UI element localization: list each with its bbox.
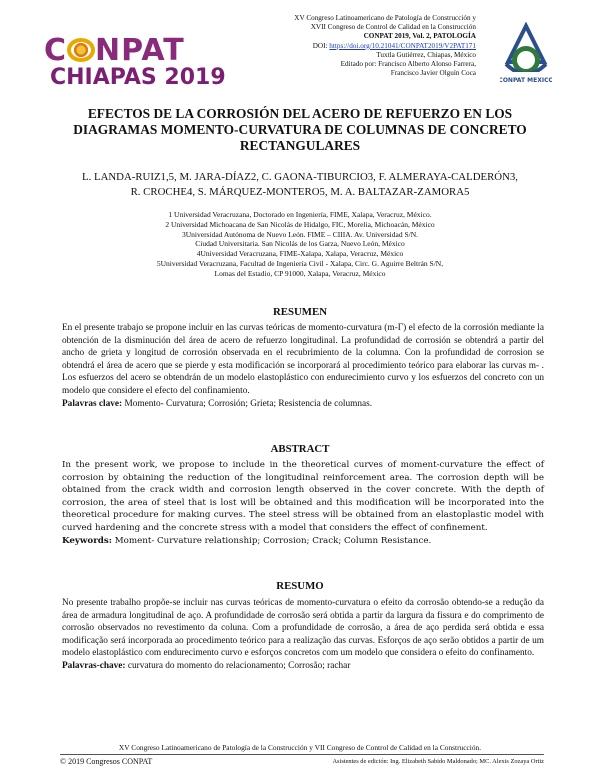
footer-congress: XV Congreso Latinoamericano de Patología de la Construcción y VII Congreso de Control de Calidad en la Construcción. <box>118 743 482 752</box>
abstract-body: In the present work, we propose to include in the theoretical curves of moment-curvature the effect of corrosion by obtaining the reduction of the longitudinal reinforcement area. The corrosion depth will be obtained from the crack width and corrosion length observed in the cover concrete. With the depth of corrosion, the area of steel that is lost will be obtained and this modification will be incorporated into the theoretical procedure for making curves. The steel stress will be obtained from an elastoplastic model with curved hardening and the concrete stress with a model that considers the effect of confinement. <box>62 460 544 533</box>
resumen-body: En el presente trabajo se propone incluir en las curvas teóricas de momento-curvatura (m-Γ) el efecto de la corrosión mediante la obtención de la disminución del área de acero de refuerzo longitudinal. La profundidad de corrosión se obtendrá a partir del ancho de grieta y longitud de corrosión observada en el recubrimiento de la columna. Con la profundidad de corrosion se obtendrá el área de acero que se pierde y esta modificación se incorporará al procedimiento teórico para elaborar las curvas m- . Los esfuerzos del acero se obtendrán de un modelo elastoplástico con endurecimiento curvo y los esfuerzos del concreto con un modelo que considere el efecto del confinamiento. <box>62 323 544 396</box>
sun-icon <box>67 38 95 62</box>
header-line-1: XV Congreso Latinoamericano de Patología de Construcción y <box>294 14 476 22</box>
citation-block <box>216 14 476 78</box>
resumen-keywords-text: Momento- Curvatura; Corrosión; Grieta; Resistencia de columnas. <box>122 398 373 409</box>
paper-title: EFECTOS DE LA CORROSIÓN DEL ACERO DE REFUERZO EN LOS DIAGRAMAS MOMENTO-CURVATURA DE COLUMNAS DE CONCRETO RECTANGULARES <box>73 106 527 154</box>
affiliation-1: 1 Universidad Veracruzana, Doctorado en Ingeniería, FIME, Xalapa, Veracruz, México. <box>168 210 432 219</box>
conpat-chiapas-logo <box>44 33 226 94</box>
resumen-heading: RESUMEN <box>273 306 327 318</box>
resumen-keywords <box>62 398 544 411</box>
resumo-heading: RESUMO <box>276 580 324 592</box>
logo-mexico-text: CONPAT MEXICO <box>500 77 552 84</box>
abstract-keywords-label: Keywords: <box>62 535 112 546</box>
doi-label: DOI: <box>312 41 328 50</box>
resumo-body: No presente trabalho propõe-se incluir nas curvas teóricas de momento-curvatura o efeito da corrosão obtendo-se a redução da área de armadura longitudinal de aço. A profundidade de corrosão será obtida a partir da largura da fissura e do comprimento de corrosão observados no revestimento da coluna. Com a profundidade de corrosão, a área de aço perdida será obtida e essa modificação será incorporada ao procedimento teórico para a realização das curvas. Esforços de aço serão obtidos a partir de um modelo elastoplástico com endurecimento curvo e esforços concretos com um modelo que considera o efeito do confinamento. <box>62 598 544 659</box>
resumen-section <box>62 322 544 410</box>
header-editors-1: Editado por: Francisco Alberto Alonso Farrera, <box>340 60 476 69</box>
affiliation-3b: Ciudad Universitaria. San Nicolás de los Garza, Nuevo León, México <box>195 239 405 249</box>
footer-divider <box>60 754 544 755</box>
doi-line <box>216 42 476 51</box>
affiliation-5b: Lomas del Estadio, CP 91000, Xalapa, Veracruz, México <box>214 268 386 278</box>
abstract-keywords-text: Moment- Curvature relationship; Corrosion; Crack; Column Resistance. <box>111 535 432 546</box>
abstract-heading: ABSTRACT <box>270 443 330 455</box>
footer-copyright: © 2019 Congresos CONPAT <box>60 757 153 766</box>
doi-link[interactable]: https://doi.org/10.21041/CONPAT2019/V2PAT171 <box>329 41 476 50</box>
affiliation-3: 3Universidad Autónoma de Nuevo León. FIME – CIIIA. Av. Universidad S/N. <box>181 229 418 239</box>
conpat-mexico-emblem-icon <box>500 22 552 92</box>
conpat-mexico-logo <box>500 22 552 92</box>
authors-line-2: R. CROCHE4, S. MÁRQUEZ-MONTERO5, M. A. BALTAZAR-ZAMORA5 <box>130 185 470 198</box>
resumo-keywords-label: Palavras-chave: <box>62 660 126 671</box>
affiliation-4: 4Universidad Veracruzana, FIME-Xalapa, Xalapa, Veracruz, México <box>196 249 404 259</box>
authors-line-1: L. LANDA-RUIZ1,5, M. JARA-DÍAZ2, C. GAONA-TIBURCIO3, F. ALMERAYA-CALDERÓN3, <box>81 171 518 183</box>
resumo-section <box>62 597 544 673</box>
authors <box>60 170 540 199</box>
header-line-2: XVII Congreso de Control de Calidad en la Construcción <box>310 23 476 32</box>
logo-chiapas-2019: CHIAPAS 2019 <box>50 65 226 90</box>
affiliations <box>100 210 500 279</box>
affiliation-2: 2 Universidad Michoacana de San Nicolás de Hidalgo, FIC, Morelia, Michoacán, México <box>165 219 435 229</box>
resumo-keywords-text: curvatura do momento do relacionamento; Corrosão; rachar <box>125 660 351 671</box>
logo-conpat-wordmark: C NPAT <box>44 33 185 68</box>
affiliation-5: 5Universidad Veracruzana, Facultad de Ingeniería Civil - Xalapa, Circ. G. Aguirre Beltrán S/N, <box>156 258 444 268</box>
abstract-section <box>62 459 544 547</box>
resumo-keywords <box>62 660 544 673</box>
footer-editors: Asistentes de edición: Ing. Elizabeth Sabido Maldonado; MC. Alexis Zozaya Ortiz <box>332 758 544 765</box>
header-editors-2: Francisco Javier Olguín Coca <box>390 69 476 78</box>
abstract-keywords <box>62 535 544 548</box>
header-location: Tuxtla Gutiérrez, Chiapas, México <box>376 50 476 59</box>
resumen-keywords-label: Palavras clave: <box>62 398 123 409</box>
header-volume: CONPAT 2019, Vol. 2, PATOLOGÍA <box>363 32 476 41</box>
